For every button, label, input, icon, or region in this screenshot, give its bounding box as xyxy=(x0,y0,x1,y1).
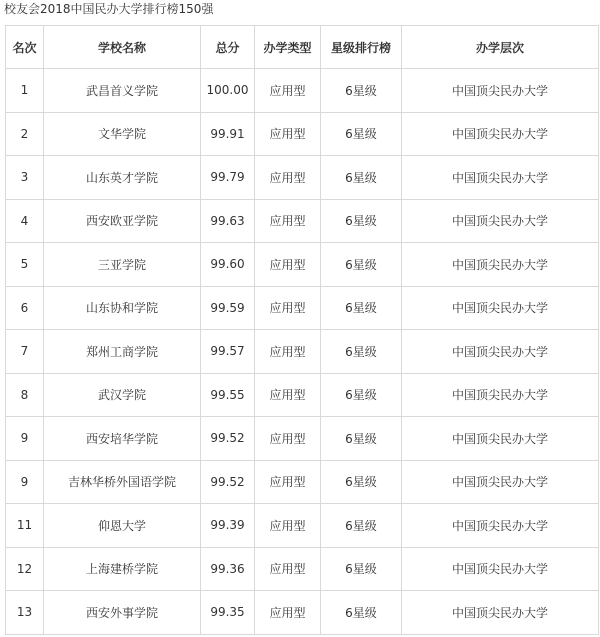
table-row xyxy=(6,69,599,113)
cell-school-level: 中国顶尖民办大学 xyxy=(402,286,599,330)
cell-star-rating: 6星级 xyxy=(321,330,402,374)
cell-school-level: 中国顶尖民办大学 xyxy=(402,199,599,243)
cell-school-type: 应用型 xyxy=(255,156,321,200)
cell-school-name: 上海建桥学院 xyxy=(44,547,201,591)
table-row xyxy=(6,156,599,200)
cell-school-name: 仰恩大学 xyxy=(44,504,201,548)
cell-star-rating: 6星级 xyxy=(321,591,402,635)
cell-school-type: 应用型 xyxy=(255,330,321,374)
cell-rank: 9 xyxy=(6,417,44,461)
cell-rank: 3 xyxy=(6,156,44,200)
cell-rank: 6 xyxy=(6,286,44,330)
cell-total-score: 99.59 xyxy=(201,286,255,330)
cell-star-rating: 6星级 xyxy=(321,504,402,548)
cell-star-rating: 6星级 xyxy=(321,112,402,156)
table-row xyxy=(6,112,599,156)
cell-school-level: 中国顶尖民办大学 xyxy=(402,460,599,504)
cell-rank: 5 xyxy=(6,243,44,287)
table-body xyxy=(6,69,599,635)
cell-star-rating: 6星级 xyxy=(321,417,402,461)
header-star-rating: 星级排行榜 xyxy=(321,26,402,69)
cell-star-rating: 6星级 xyxy=(321,199,402,243)
cell-school-type: 应用型 xyxy=(255,69,321,113)
table-caption: 校友会2018中国民办大学排行榜150强 xyxy=(4,2,214,16)
cell-school-level: 中国顶尖民办大学 xyxy=(402,330,599,374)
cell-school-name: 文华学院 xyxy=(44,112,201,156)
cell-school-type: 应用型 xyxy=(255,504,321,548)
cell-total-score: 99.52 xyxy=(201,417,255,461)
cell-school-name: 西安欧亚学院 xyxy=(44,199,201,243)
header-row xyxy=(6,26,599,69)
cell-school-type: 应用型 xyxy=(255,547,321,591)
cell-school-name: 三亚学院 xyxy=(44,243,201,287)
cell-school-type: 应用型 xyxy=(255,112,321,156)
cell-total-score: 99.60 xyxy=(201,243,255,287)
cell-total-score: 99.91 xyxy=(201,112,255,156)
cell-school-name: 西安外事学院 xyxy=(44,591,201,635)
header-school-level: 办学层次 xyxy=(402,26,599,69)
cell-rank: 7 xyxy=(6,330,44,374)
table-row xyxy=(6,199,599,243)
cell-star-rating: 6星级 xyxy=(321,69,402,113)
cell-rank: 13 xyxy=(6,591,44,635)
cell-school-type: 应用型 xyxy=(255,243,321,287)
cell-school-level: 中国顶尖民办大学 xyxy=(402,156,599,200)
cell-rank: 11 xyxy=(6,504,44,548)
cell-school-level: 中国顶尖民办大学 xyxy=(402,591,599,635)
cell-star-rating: 6星级 xyxy=(321,156,402,200)
cell-school-name: 郑州工商学院 xyxy=(44,330,201,374)
cell-total-score: 99.63 xyxy=(201,199,255,243)
ranking-table xyxy=(5,25,599,635)
cell-rank: 2 xyxy=(6,112,44,156)
cell-school-type: 应用型 xyxy=(255,460,321,504)
table-row xyxy=(6,373,599,417)
cell-school-type: 应用型 xyxy=(255,286,321,330)
cell-school-type: 应用型 xyxy=(255,591,321,635)
cell-total-score: 99.57 xyxy=(201,330,255,374)
table-row xyxy=(6,460,599,504)
header-total-score: 总分 xyxy=(201,26,255,69)
cell-star-rating: 6星级 xyxy=(321,243,402,287)
cell-rank: 1 xyxy=(6,69,44,113)
cell-star-rating: 6星级 xyxy=(321,373,402,417)
cell-rank: 8 xyxy=(6,373,44,417)
cell-school-level: 中国顶尖民办大学 xyxy=(402,417,599,461)
cell-star-rating: 6星级 xyxy=(321,460,402,504)
table-row xyxy=(6,243,599,287)
cell-total-score: 99.39 xyxy=(201,504,255,548)
cell-school-type: 应用型 xyxy=(255,417,321,461)
table-row xyxy=(6,286,599,330)
header-school-name: 学校名称 xyxy=(44,26,201,69)
cell-total-score: 99.52 xyxy=(201,460,255,504)
cell-school-name: 武汉学院 xyxy=(44,373,201,417)
header-school-type: 办学类型 xyxy=(255,26,321,69)
cell-school-level: 中国顶尖民办大学 xyxy=(402,243,599,287)
table-row xyxy=(6,591,599,635)
table-row xyxy=(6,504,599,548)
cell-school-type: 应用型 xyxy=(255,199,321,243)
cell-school-level: 中国顶尖民办大学 xyxy=(402,547,599,591)
cell-school-type: 应用型 xyxy=(255,373,321,417)
header-rank: 名次 xyxy=(6,26,44,69)
cell-school-name: 山东协和学院 xyxy=(44,286,201,330)
cell-total-score: 99.55 xyxy=(201,373,255,417)
table-row xyxy=(6,330,599,374)
cell-school-name: 武昌首义学院 xyxy=(44,69,201,113)
cell-school-name: 山东英才学院 xyxy=(44,156,201,200)
table-header xyxy=(6,26,599,69)
cell-total-score: 99.79 xyxy=(201,156,255,200)
cell-school-level: 中国顶尖民办大学 xyxy=(402,504,599,548)
cell-total-score: 100.00 xyxy=(201,69,255,113)
cell-school-level: 中国顶尖民办大学 xyxy=(402,373,599,417)
cell-rank: 4 xyxy=(6,199,44,243)
cell-school-name: 吉林华桥外国语学院 xyxy=(44,460,201,504)
table-row xyxy=(6,547,599,591)
cell-total-score: 99.35 xyxy=(201,591,255,635)
cell-star-rating: 6星级 xyxy=(321,286,402,330)
cell-rank: 9 xyxy=(6,460,44,504)
cell-school-level: 中国顶尖民办大学 xyxy=(402,69,599,113)
cell-total-score: 99.36 xyxy=(201,547,255,591)
cell-school-level: 中国顶尖民办大学 xyxy=(402,112,599,156)
cell-rank: 12 xyxy=(6,547,44,591)
cell-school-name: 西安培华学院 xyxy=(44,417,201,461)
table-row xyxy=(6,417,599,461)
cell-star-rating: 6星级 xyxy=(321,547,402,591)
